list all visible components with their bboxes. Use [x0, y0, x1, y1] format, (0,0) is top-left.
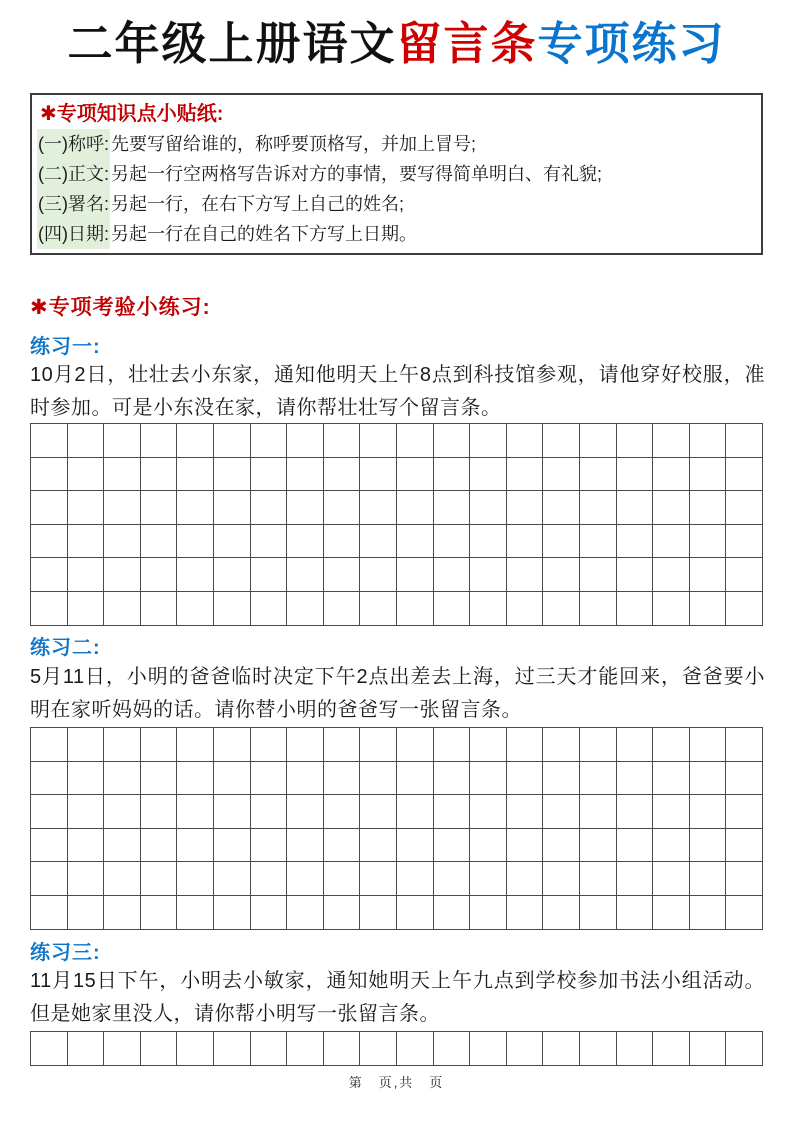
- writing-grid-cell: [726, 862, 763, 896]
- writing-grid-cell: [397, 424, 434, 458]
- writing-grid-cell: [251, 829, 288, 863]
- writing-grid-cell: [251, 424, 288, 458]
- writing-grid-cell: [543, 458, 580, 492]
- writing-grid-cell: [251, 525, 288, 559]
- writing-grid-cell: [653, 829, 690, 863]
- writing-grid-cell: [543, 762, 580, 796]
- writing-grid-cell: [397, 862, 434, 896]
- writing-grid-cell: [68, 762, 105, 796]
- writing-grid-cell: [214, 829, 251, 863]
- writing-grid-cell: [31, 458, 68, 492]
- writing-grid-cell: [177, 491, 214, 525]
- writing-grid-cell: [580, 525, 617, 559]
- exercise-1-writing-grid: [30, 423, 763, 626]
- writing-grid-cell: [360, 458, 397, 492]
- writing-grid-cell: [214, 862, 251, 896]
- writing-grid-cell: [360, 728, 397, 762]
- writing-grid-cell: [470, 829, 507, 863]
- tip-term: (三)署名:: [37, 189, 110, 219]
- writing-grid-cell: [214, 762, 251, 796]
- writing-grid-cell: [470, 525, 507, 559]
- writing-grid-cell: [726, 896, 763, 930]
- writing-grid-cell: [690, 558, 727, 592]
- writing-grid-cell: [397, 558, 434, 592]
- writing-grid-cell: [690, 491, 727, 525]
- writing-grid-cell: [543, 491, 580, 525]
- writing-grid-cell: [507, 558, 544, 592]
- writing-grid-cell: [287, 1032, 324, 1066]
- writing-grid-cell: [397, 795, 434, 829]
- writing-grid-cell: [507, 896, 544, 930]
- writing-grid-cell: [397, 762, 434, 796]
- exercise-1-text: 10月2日，壮壮去小东家，通知他明天上午8点到科技馆参观，请他穿好校服，准时参加。可是小东没在家，请你帮壮壮写个留言条。: [30, 364, 765, 419]
- writing-grid-cell: [31, 424, 68, 458]
- writing-grid-cell: [470, 1032, 507, 1066]
- writing-grid-cell: [580, 862, 617, 896]
- writing-grid-cell: [434, 762, 471, 796]
- writing-grid-cell: [214, 728, 251, 762]
- writing-grid-cell: [726, 1032, 763, 1066]
- writing-grid-cell: [360, 762, 397, 796]
- writing-grid-cell: [104, 558, 141, 592]
- writing-grid-cell: [141, 795, 178, 829]
- writing-grid-cell: [470, 862, 507, 896]
- writing-grid-cell: [653, 491, 690, 525]
- writing-grid-cell: [214, 491, 251, 525]
- writing-grid-cell: [470, 728, 507, 762]
- writing-grid-cell: [580, 829, 617, 863]
- writing-grid-cell: [507, 795, 544, 829]
- writing-grid-cell: [617, 762, 654, 796]
- writing-grid-cell: [251, 728, 288, 762]
- writing-grid-cell: [214, 458, 251, 492]
- writing-grid-cell: [287, 424, 324, 458]
- writing-grid-cell: [31, 829, 68, 863]
- writing-grid-cell: [360, 1032, 397, 1066]
- writing-grid-cell: [617, 525, 654, 559]
- writing-grid-cell: [104, 762, 141, 796]
- writing-grid-cell: [324, 829, 361, 863]
- writing-grid-cell: [251, 491, 288, 525]
- writing-grid-cell: [141, 525, 178, 559]
- writing-grid-cell: [31, 795, 68, 829]
- writing-grid-cell: [68, 829, 105, 863]
- writing-grid-cell: [141, 424, 178, 458]
- writing-grid-cell: [580, 1032, 617, 1066]
- writing-grid-cell: [726, 762, 763, 796]
- writing-grid-cell: [68, 458, 105, 492]
- writing-grid-cell: [287, 728, 324, 762]
- writing-grid-cell: [251, 558, 288, 592]
- writing-grid-cell: [434, 491, 471, 525]
- writing-grid-cell: [690, 795, 727, 829]
- writing-grid-cell: [434, 558, 471, 592]
- writing-grid-cell: [177, 558, 214, 592]
- writing-grid-cell: [434, 1032, 471, 1066]
- writing-grid-cell: [690, 896, 727, 930]
- writing-grid-cell: [104, 424, 141, 458]
- writing-grid-cell: [141, 491, 178, 525]
- writing-grid-cell: [543, 592, 580, 626]
- writing-grid-cell: [141, 896, 178, 930]
- writing-grid-cell: [617, 424, 654, 458]
- writing-grid-cell: [287, 896, 324, 930]
- writing-grid-cell: [580, 491, 617, 525]
- writing-grid-cell: [177, 424, 214, 458]
- writing-grid-cell: [397, 896, 434, 930]
- tip-description: 另起一行在自己的姓名下方写上日期。: [111, 224, 417, 244]
- writing-grid-cell: [617, 728, 654, 762]
- writing-grid-cell: [214, 1032, 251, 1066]
- knowledge-tips-box: [30, 93, 763, 255]
- writing-grid-cell: [214, 525, 251, 559]
- writing-grid-cell: [141, 1032, 178, 1066]
- writing-grid-cell: [653, 424, 690, 458]
- asterisk-icon: ✱: [40, 103, 57, 125]
- writing-grid-cell: [580, 762, 617, 796]
- writing-grid-cell: [507, 592, 544, 626]
- writing-grid-cell: [617, 829, 654, 863]
- writing-grid-cell: [653, 896, 690, 930]
- writing-grid-cell: [287, 829, 324, 863]
- writing-grid-cell: [141, 458, 178, 492]
- writing-grid-cell: [324, 1032, 361, 1066]
- writing-grid-cell: [543, 424, 580, 458]
- writing-grid-cell: [726, 525, 763, 559]
- writing-grid-cell: [31, 525, 68, 559]
- writing-grid-cell: [653, 558, 690, 592]
- writing-grid-cell: [177, 1032, 214, 1066]
- writing-grid-cell: [214, 896, 251, 930]
- writing-grid-cell: [470, 795, 507, 829]
- writing-grid-cell: [104, 829, 141, 863]
- writing-grid-cell: [68, 896, 105, 930]
- writing-grid-cell: [324, 728, 361, 762]
- writing-grid-cell: [104, 525, 141, 559]
- writing-grid-cell: [251, 896, 288, 930]
- writing-grid-cell: [690, 862, 727, 896]
- writing-grid-cell: [360, 862, 397, 896]
- page-title: [0, 16, 793, 72]
- writing-grid-cell: [726, 458, 763, 492]
- practice-heading-text: 专项考验小练习:: [48, 296, 211, 319]
- writing-grid-cell: [68, 424, 105, 458]
- title-topic: 留言条: [396, 18, 538, 69]
- writing-grid-cell: [690, 592, 727, 626]
- writing-grid-cell: [141, 829, 178, 863]
- writing-grid-cell: [324, 491, 361, 525]
- writing-grid-cell: [324, 525, 361, 559]
- tip-description: 另起一行，在右下方写上自己的姓名;: [111, 194, 404, 214]
- writing-grid-cell: [507, 1032, 544, 1066]
- writing-grid-cell: [104, 728, 141, 762]
- writing-grid-cell: [726, 728, 763, 762]
- writing-grid-cell: [287, 558, 324, 592]
- writing-grid-cell: [287, 762, 324, 796]
- writing-grid-cell: [617, 592, 654, 626]
- tip-row-body: [32, 159, 761, 189]
- writing-grid-cell: [104, 896, 141, 930]
- writing-grid-cell: [360, 896, 397, 930]
- writing-grid-cell: [68, 525, 105, 559]
- writing-grid-cell: [507, 525, 544, 559]
- writing-grid-cell: [470, 491, 507, 525]
- writing-grid-cell: [434, 862, 471, 896]
- writing-grid-cell: [543, 795, 580, 829]
- writing-grid-cell: [104, 1032, 141, 1066]
- writing-grid-cell: [690, 1032, 727, 1066]
- tip-row-signature: [32, 189, 761, 219]
- writing-grid-cell: [177, 592, 214, 626]
- tip-row-salutation: [32, 129, 761, 159]
- writing-grid-cell: [324, 896, 361, 930]
- writing-grid-cell: [287, 862, 324, 896]
- writing-grid-cell: [324, 862, 361, 896]
- writing-grid-cell: [104, 862, 141, 896]
- writing-grid-cell: [287, 458, 324, 492]
- writing-grid-cell: [617, 558, 654, 592]
- writing-grid-cell: [580, 458, 617, 492]
- writing-grid-cell: [690, 525, 727, 559]
- writing-grid-cell: [726, 592, 763, 626]
- writing-grid-cell: [397, 525, 434, 559]
- writing-grid-cell: [397, 592, 434, 626]
- tips-heading: [32, 95, 761, 129]
- writing-grid-cell: [507, 862, 544, 896]
- tip-term: (四)日期:: [37, 219, 110, 249]
- writing-grid-cell: [214, 558, 251, 592]
- writing-grid-cell: [617, 1032, 654, 1066]
- writing-grid-cell: [397, 829, 434, 863]
- exercise-2-writing-grid: [30, 727, 763, 930]
- writing-grid-cell: [470, 458, 507, 492]
- writing-grid-cell: [177, 862, 214, 896]
- writing-grid-cell: [251, 762, 288, 796]
- writing-grid-cell: [360, 795, 397, 829]
- writing-grid-cell: [141, 862, 178, 896]
- writing-grid-cell: [177, 458, 214, 492]
- writing-grid-cell: [470, 424, 507, 458]
- writing-grid-cell: [653, 458, 690, 492]
- writing-grid-cell: [653, 1032, 690, 1066]
- writing-grid-cell: [543, 1032, 580, 1066]
- writing-grid-cell: [251, 862, 288, 896]
- writing-grid-cell: [470, 762, 507, 796]
- writing-grid-cell: [31, 862, 68, 896]
- writing-grid-cell: [470, 558, 507, 592]
- tip-description: 先要写留给谁的，称呼要顶格写，并加上冒号;: [111, 134, 476, 154]
- writing-grid-cell: [653, 795, 690, 829]
- writing-grid-cell: [141, 762, 178, 796]
- exercise-3-writing-grid: [30, 1031, 763, 1066]
- writing-grid-cell: [617, 458, 654, 492]
- writing-grid-cell: [397, 1032, 434, 1066]
- writing-grid-cell: [177, 795, 214, 829]
- writing-grid-cell: [214, 592, 251, 626]
- writing-grid-cell: [360, 424, 397, 458]
- tip-row-date: [32, 219, 761, 249]
- writing-grid-cell: [31, 592, 68, 626]
- writing-grid-cell: [507, 424, 544, 458]
- writing-grid-cell: [543, 896, 580, 930]
- writing-grid-cell: [324, 458, 361, 492]
- writing-grid-cell: [251, 1032, 288, 1066]
- writing-grid-cell: [507, 458, 544, 492]
- exercise-1-label: 练习一:: [30, 336, 101, 358]
- writing-grid-cell: [507, 829, 544, 863]
- writing-grid-cell: [434, 795, 471, 829]
- writing-grid-cell: [434, 728, 471, 762]
- writing-grid-cell: [324, 424, 361, 458]
- writing-grid-cell: [287, 592, 324, 626]
- writing-grid-cell: [251, 795, 288, 829]
- writing-grid-cell: [434, 458, 471, 492]
- writing-grid-cell: [653, 525, 690, 559]
- writing-grid-cell: [324, 592, 361, 626]
- writing-grid-cell: [141, 592, 178, 626]
- tips-heading-text: 专项知识点小贴纸:: [56, 103, 224, 125]
- writing-grid-cell: [690, 728, 727, 762]
- writing-grid-cell: [617, 896, 654, 930]
- writing-grid-cell: [397, 491, 434, 525]
- writing-grid-cell: [617, 862, 654, 896]
- writing-grid-cell: [360, 558, 397, 592]
- writing-grid-cell: [580, 728, 617, 762]
- title-suffix: 专项练习: [537, 18, 726, 69]
- exercise-3-text: 11月15日下午，小明去小敏家，通知她明天上午九点到学校参加书法小组活动。但是她家里没人，请你帮小明写一张留言条。: [30, 970, 765, 1025]
- writing-grid-cell: [543, 525, 580, 559]
- writing-grid-cell: [543, 862, 580, 896]
- writing-grid-cell: [177, 525, 214, 559]
- writing-grid-cell: [690, 424, 727, 458]
- writing-grid-cell: [31, 558, 68, 592]
- writing-grid-cell: [434, 424, 471, 458]
- writing-grid-cell: [690, 458, 727, 492]
- writing-grid-cell: [580, 896, 617, 930]
- writing-grid-cell: [360, 491, 397, 525]
- writing-grid-cell: [68, 728, 105, 762]
- writing-grid-cell: [31, 728, 68, 762]
- writing-grid-cell: [397, 728, 434, 762]
- writing-grid-cell: [68, 592, 105, 626]
- practice-section-heading: [30, 291, 211, 321]
- writing-grid-cell: [543, 829, 580, 863]
- writing-grid-cell: [287, 491, 324, 525]
- writing-grid-cell: [68, 795, 105, 829]
- writing-grid-cell: [68, 491, 105, 525]
- writing-grid-cell: [31, 896, 68, 930]
- writing-grid-cell: [434, 829, 471, 863]
- writing-grid-cell: [726, 491, 763, 525]
- writing-grid-cell: [360, 525, 397, 559]
- writing-grid-cell: [470, 592, 507, 626]
- writing-grid-cell: [104, 458, 141, 492]
- writing-grid-cell: [177, 762, 214, 796]
- writing-grid-cell: [434, 592, 471, 626]
- writing-grid-cell: [580, 558, 617, 592]
- writing-grid-cell: [177, 829, 214, 863]
- writing-grid-cell: [580, 592, 617, 626]
- writing-grid-cell: [690, 762, 727, 796]
- writing-grid-cell: [653, 862, 690, 896]
- tip-description: 另起一行空两格写告诉对方的事情，要写得简单明白、有礼貌;: [111, 164, 602, 184]
- writing-grid-cell: [653, 762, 690, 796]
- tip-term: (二)正文:: [37, 159, 110, 189]
- writing-grid-cell: [397, 458, 434, 492]
- writing-grid-cell: [68, 862, 105, 896]
- writing-grid-cell: [653, 592, 690, 626]
- writing-grid-cell: [543, 558, 580, 592]
- exercise-3-label: 练习三:: [30, 942, 101, 964]
- writing-grid-cell: [141, 728, 178, 762]
- writing-grid-cell: [617, 491, 654, 525]
- writing-grid-cell: [360, 592, 397, 626]
- writing-grid-cell: [726, 558, 763, 592]
- writing-grid-cell: [251, 458, 288, 492]
- exercise-2-text: 5月11日，小明的爸爸临时决定下午2点出差去上海，过三天才能回来，爸爸要小明在家听妈妈的话。请你替小明的爸爸写一张留言条。: [30, 666, 765, 721]
- writing-grid-cell: [617, 795, 654, 829]
- writing-grid-cell: [68, 1032, 105, 1066]
- writing-grid-cell: [507, 728, 544, 762]
- writing-grid-cell: [434, 525, 471, 559]
- writing-grid-cell: [214, 424, 251, 458]
- writing-grid-cell: [251, 592, 288, 626]
- writing-grid-cell: [543, 728, 580, 762]
- writing-grid-cell: [68, 558, 105, 592]
- writing-grid-cell: [726, 795, 763, 829]
- writing-grid-cell: [31, 1032, 68, 1066]
- writing-grid-cell: [360, 829, 397, 863]
- exercise-2-label: 练习二:: [30, 637, 101, 659]
- writing-grid-cell: [726, 829, 763, 863]
- writing-grid-cell: [507, 762, 544, 796]
- writing-grid-cell: [653, 728, 690, 762]
- writing-grid-cell: [726, 424, 763, 458]
- writing-grid-cell: [104, 795, 141, 829]
- writing-grid-cell: [507, 491, 544, 525]
- writing-grid-cell: [324, 558, 361, 592]
- page-number-footer: 第 页,共 页: [348, 1075, 445, 1090]
- writing-grid-cell: [470, 896, 507, 930]
- writing-grid-cell: [324, 795, 361, 829]
- writing-grid-cell: [287, 525, 324, 559]
- writing-grid-cell: [580, 795, 617, 829]
- title-grade: 二年级上册语文: [67, 18, 397, 69]
- writing-grid-cell: [177, 896, 214, 930]
- writing-grid-cell: [287, 795, 324, 829]
- writing-grid-cell: [104, 491, 141, 525]
- writing-grid-cell: [434, 896, 471, 930]
- writing-grid-cell: [690, 829, 727, 863]
- writing-grid-cell: [31, 762, 68, 796]
- writing-grid-cell: [214, 795, 251, 829]
- asterisk-icon: ✱: [30, 296, 49, 319]
- writing-grid-cell: [177, 728, 214, 762]
- writing-grid-cell: [580, 424, 617, 458]
- writing-grid-cell: [141, 558, 178, 592]
- writing-grid-cell: [104, 592, 141, 626]
- writing-grid-cell: [324, 762, 361, 796]
- writing-grid-cell: [31, 491, 68, 525]
- tip-term: (一)称呼:: [37, 129, 110, 159]
